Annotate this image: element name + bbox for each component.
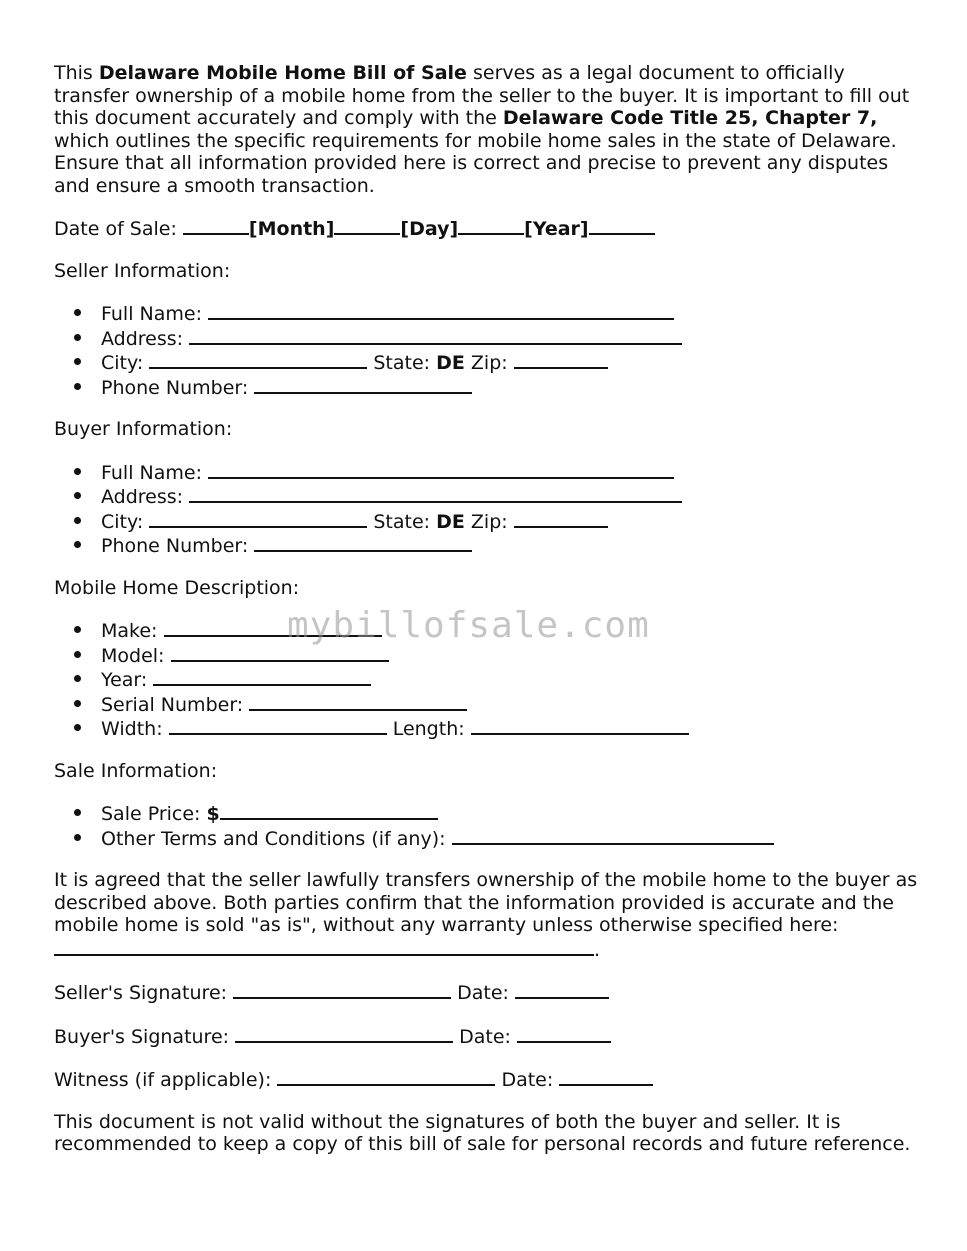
other-terms-field[interactable]	[452, 826, 774, 845]
model-field[interactable]	[171, 643, 389, 662]
agreement-paragraph	[54, 869, 924, 961]
mobile-home-fields	[54, 618, 924, 741]
field-label: Length:	[392, 718, 471, 740]
field-label: Zip:	[470, 352, 514, 374]
list-item	[101, 350, 924, 375]
list-item	[101, 801, 924, 826]
buyer-date-field[interactable]	[517, 1024, 611, 1043]
intro-text: serves as a legal document to officially transfer ownership of a mobile home from the seller to the buyer. It is important to fill out this document accurately and comply with the	[54, 62, 910, 129]
list-item	[101, 484, 924, 509]
agreement-text: It is agreed that the seller lawfully transfers ownership of the mobile home to the buyer as described above. Both parties confirm that the information provided is accurate and the mobile home is sold "as is", without any warranty unless otherwise specified here:	[54, 869, 918, 936]
list-item	[101, 643, 924, 668]
buyer-city-field[interactable]	[149, 509, 367, 528]
seller-phone-field[interactable]	[254, 375, 472, 394]
field-label: Phone Number:	[101, 535, 255, 557]
list-item	[101, 301, 924, 326]
field-label: State:	[373, 352, 437, 374]
field-label: Full Name:	[101, 303, 209, 325]
buyer-fields	[54, 460, 924, 558]
list-item	[101, 716, 924, 741]
field-label: Serial Number:	[101, 693, 250, 716]
buyer-phone-field[interactable]	[254, 533, 472, 552]
seller-signature-field[interactable]	[233, 980, 451, 999]
witness-signature-field[interactable]	[277, 1067, 495, 1086]
intro-text: This	[54, 62, 99, 84]
field-label: Year:	[101, 669, 154, 691]
field-label: Make:	[101, 620, 164, 642]
field-label: Sale Price:	[101, 803, 207, 825]
witness-signature-line	[54, 1067, 924, 1092]
sale-heading: Sale Information:	[54, 759, 218, 782]
field-label: State:	[373, 510, 437, 533]
buyer-signature-field[interactable]	[235, 1024, 453, 1043]
date-of-sale-label: Date of Sale:	[54, 218, 183, 240]
field-label: Address:	[101, 486, 190, 508]
field-label: Model:	[101, 644, 171, 667]
field-label: Seller's Signature:	[54, 982, 234, 1004]
witness-date-field[interactable]	[559, 1067, 653, 1086]
list-item	[101, 692, 924, 717]
buyer-zip-field[interactable]	[514, 509, 608, 528]
seller-date-field[interactable]	[515, 980, 609, 999]
day-field[interactable]: [Day]	[400, 218, 459, 240]
field-label: Witness (if applicable):	[54, 1069, 278, 1091]
serial-number-field[interactable]	[249, 692, 467, 711]
intro-text: which outlines the specific requirements for mobile home sales in the state of Delaware. Ensure that all information provided here is correct and precise to prevent any disputes and ensure a smooth transaction.	[54, 129, 897, 197]
buyer-heading: Buyer Information:	[54, 418, 233, 440]
date-blank[interactable]	[334, 216, 400, 235]
year-field[interactable]: [Year]	[524, 218, 589, 240]
field-label: City:	[101, 510, 150, 533]
buyer-signature-line	[54, 1024, 924, 1049]
seller-full-name-field[interactable]	[208, 301, 674, 320]
field-label: Zip:	[470, 510, 514, 533]
date-blank[interactable]	[589, 216, 655, 235]
list-item	[101, 375, 924, 400]
width-field[interactable]	[169, 716, 387, 735]
agreement-end: .	[594, 938, 601, 961]
field-label: Date:	[501, 1069, 560, 1091]
document-title: Delaware Mobile Home Bill of Sale	[98, 62, 467, 84]
field-label: Width:	[101, 718, 169, 740]
field-label: City:	[101, 352, 150, 374]
sale-price-field[interactable]	[220, 801, 438, 820]
field-label: Full Name:	[101, 461, 209, 484]
sale-fields	[54, 801, 924, 850]
field-label: Buyer's Signature:	[54, 1025, 236, 1048]
seller-zip-field[interactable]	[514, 350, 608, 369]
footer-note: This document is not valid without the signatures of both the buyer and seller. It is recommended to keep a copy of this bill of sale for personal records and future reference.	[54, 1110, 911, 1155]
list-item	[101, 326, 924, 351]
list-item	[101, 618, 924, 643]
list-item	[101, 460, 924, 485]
list-item	[101, 667, 924, 692]
date-blank[interactable]	[458, 216, 524, 235]
field-label: Date:	[459, 1025, 517, 1048]
watermark: mybillofsale.com	[287, 605, 650, 646]
buyer-full-name-field[interactable]	[208, 460, 674, 479]
list-item	[101, 509, 924, 534]
seller-heading: Seller Information:	[54, 259, 231, 282]
year-built-field[interactable]	[153, 667, 371, 686]
warranty-exceptions-field[interactable]	[54, 937, 594, 956]
currency-symbol: $	[206, 803, 220, 825]
field-label: Date:	[457, 982, 515, 1004]
date-blank[interactable]	[183, 216, 249, 235]
seller-signature-line	[54, 980, 924, 1005]
list-item	[101, 533, 924, 558]
intro-paragraph	[54, 62, 924, 197]
mobile-home-heading: Mobile Home Description:	[54, 576, 300, 599]
field-label: Other Terms and Conditions (if any):	[101, 827, 452, 850]
length-field[interactable]	[471, 716, 689, 735]
field-label: Phone Number:	[101, 376, 255, 399]
document-body	[54, 62, 924, 1156]
seller-city-field[interactable]	[149, 350, 367, 369]
seller-address-field[interactable]	[189, 326, 682, 345]
seller-fields	[54, 301, 924, 399]
legal-code-reference: Delaware Code Title 25, Chapter 7,	[502, 107, 878, 129]
seller-state-value: DE	[436, 352, 465, 374]
month-field[interactable]: [Month]	[248, 218, 335, 240]
buyer-address-field[interactable]	[189, 484, 682, 503]
field-label: Address:	[101, 327, 190, 350]
list-item	[101, 826, 924, 851]
date-of-sale	[54, 216, 924, 241]
buyer-state-value: DE	[436, 510, 465, 533]
make-field[interactable]	[164, 618, 382, 637]
